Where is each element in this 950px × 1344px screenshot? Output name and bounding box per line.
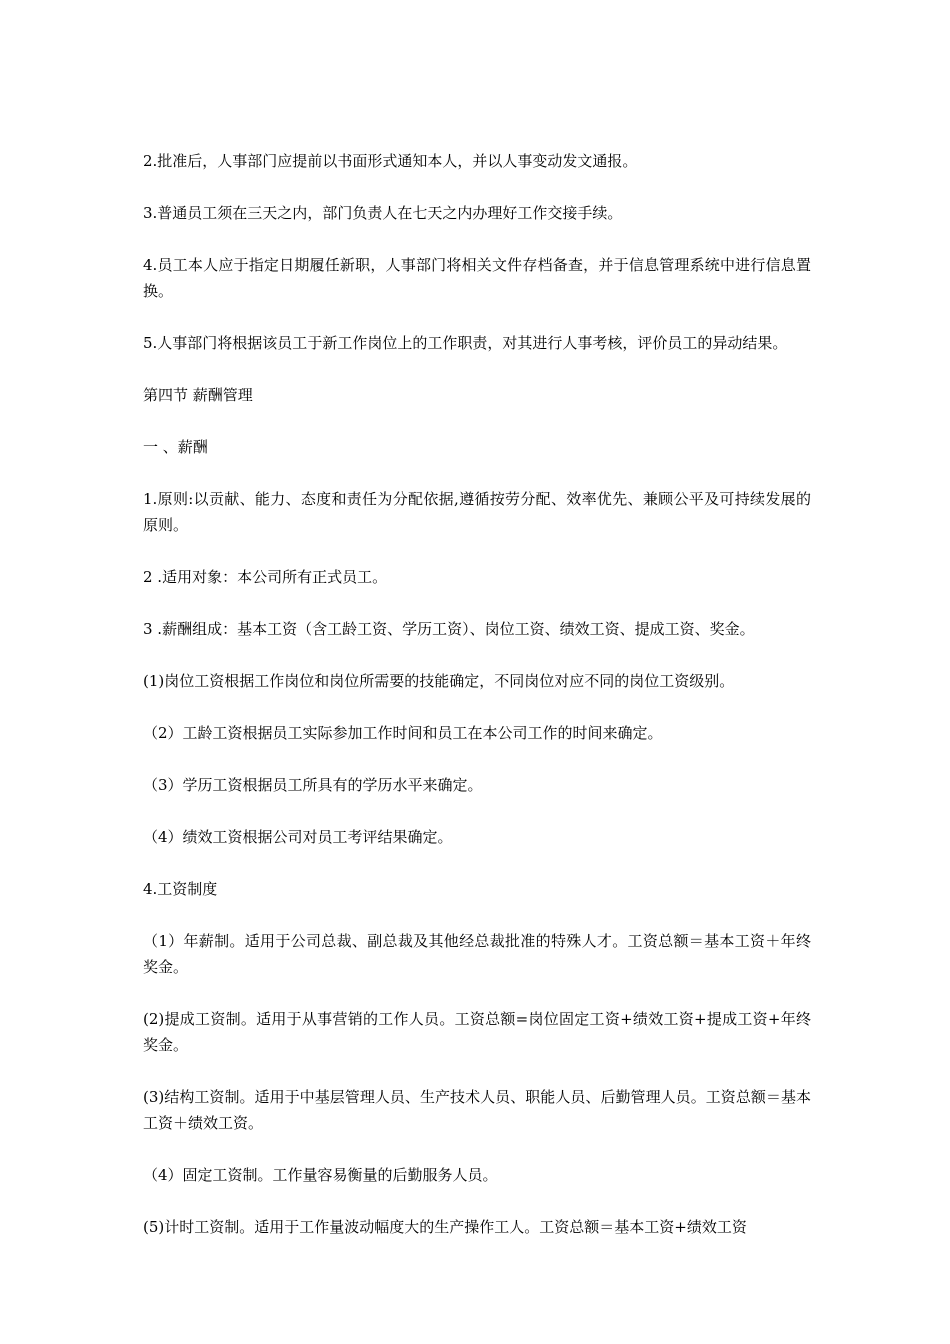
- paragraph-assessment: 5.人事部门将根据该员工于新工作岗位上的工作职责，对其进行人事考核，评价员工的异动结果。: [143, 334, 788, 352]
- list-item-fixed-salary: （4）固定工资制。工作量容易衡量的后勤服务人员。: [143, 1166, 498, 1184]
- paragraph-composition: 3 .薪酬组成：基本工资（含工龄工资、学历工资）、岗位工资、绩效工资、提成工资、奖金。: [143, 620, 755, 638]
- subsection-heading: 一 、薪酬: [143, 438, 208, 456]
- list-item-annual-salary: （1）年薪制。适用于公司总裁、副总裁及其他经总裁批准的特殊人才。工资总额＝基本工资＋年终奖金。: [143, 932, 811, 976]
- paragraph-principle: 1.原则:以贡献、能力、态度和责任为分配依据,遵循按劳分配、效率优先、兼顾公平及可持续发展的原则。: [143, 490, 811, 534]
- document-body: [143, 148, 811, 1266]
- list-item-hourly-salary: (5)计时工资制。适用于工作量波动幅度大的生产操作工人。工资总额＝基本工资+绩效工资: [143, 1218, 747, 1236]
- list-item-structured-salary: (3)结构工资制。适用于中基层管理人员、生产技术人员、职能人员、后勤管理人员。工资总额＝基本工资＋绩效工资。: [143, 1088, 811, 1132]
- paragraph-approval-notice: 2.批准后，人事部门应提前以书面形式通知本人，并以人事变动发文通报。: [143, 152, 638, 170]
- list-item-performance-salary: （4）绩效工资根据公司对员工考评结果确定。: [143, 828, 453, 846]
- list-item-commission-salary: (2)提成工资制。适用于从事营销的工作人员。工资总额=岗位固定工资+绩效工资+提成工资+年终奖金。: [143, 1010, 811, 1054]
- paragraph-scope: 2 .适用对象：本公司所有正式员工。: [143, 568, 388, 586]
- list-item-post-salary: (1)岗位工资根据工作岗位和岗位所需要的技能确定，不同岗位对应不同的岗位工资级别。: [143, 672, 735, 690]
- list-item-education-salary: （3）学历工资根据员工所具有的学历水平来确定。: [143, 776, 483, 794]
- list-item-seniority-salary: （2）工龄工资根据员工实际参加工作时间和员工在本公司工作的时间来确定。: [143, 724, 663, 742]
- section-heading: 第四节 薪酬管理: [143, 386, 253, 404]
- paragraph-new-post: 4.员工本人应于指定日期履任新职，人事部门将相关文件存档备查，并于信息管理系统中进行信息置换。: [143, 256, 811, 300]
- paragraph-handover: 3.普通员工须在三天之内，部门负责人在七天之内办理好工作交接手续。: [143, 204, 623, 222]
- paragraph-salary-system-heading: 4.工资制度: [143, 880, 218, 898]
